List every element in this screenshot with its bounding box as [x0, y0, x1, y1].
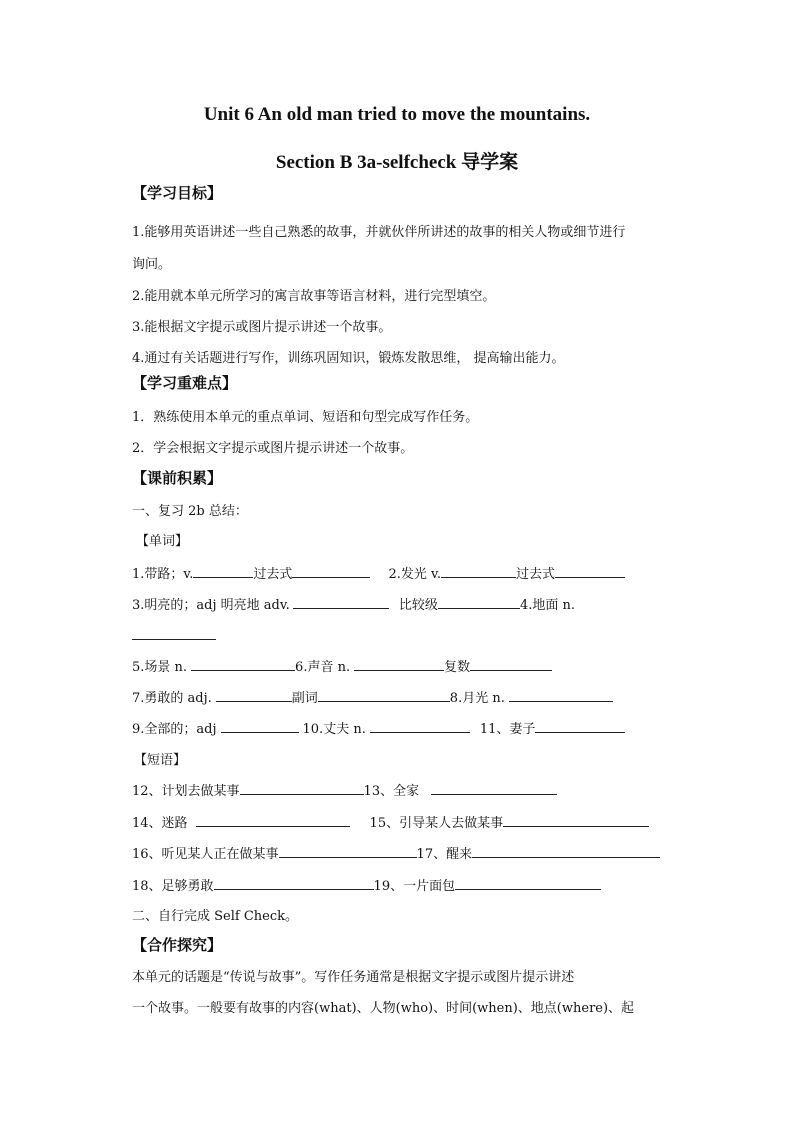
preview-intro: 一、复习 2b 总结：: [132, 504, 248, 519]
word-2-past-label: 过去式: [515, 567, 555, 582]
page-title: Unit 6 An old man tried to move the mountains.: [203, 104, 591, 125]
word-7-adv-blank[interactable]: [318, 688, 450, 702]
word-1-label: 1.带路；v.: [132, 567, 194, 582]
word-4-blank-row: [132, 626, 216, 644]
words-heading: 【单词】: [136, 534, 189, 549]
word-5-label: 5.场景 n.: [132, 660, 188, 675]
phrase-16-blank[interactable]: [279, 844, 417, 858]
selfcheck-line: 二、自行完成 Self Check。: [132, 909, 299, 924]
keypoint-1: 1．熟练使用本单元的重点单词、短语和句型完成写作任务。: [132, 410, 479, 425]
phrase-17-label: 17、醒来: [416, 847, 473, 862]
explore-text-2: 一个故事。一般要有故事的内容(what)、人物(who)、时间(when)、地点(where)、起: [132, 1001, 635, 1016]
word-3-comp-label: 比较级: [398, 598, 438, 613]
phrase-row-4: [132, 875, 601, 894]
phrase-row-3: [132, 843, 660, 862]
word-10-label: 10.丈夫 n.: [302, 722, 366, 737]
phrase-14-blank[interactable]: [196, 813, 350, 827]
word-6-label: 6.声音 n.: [295, 660, 351, 675]
goal-2: 2.能用就本单元所学习的寓言故事等语言材料，进行完型填空。: [132, 289, 496, 304]
explore-text-1: 本单元的话题是“传说与故事”。写作任务通常是根据文字提示或图片提示讲述: [132, 970, 575, 985]
phrase-15-blank[interactable]: [503, 813, 649, 827]
word-row-2: [132, 594, 575, 613]
preview-heading: 【课前积累】: [132, 469, 223, 487]
word-3-label: 3.明亮的；adj 明亮地 adv.: [132, 598, 290, 613]
word-11-blank[interactable]: [535, 719, 625, 733]
word-2-blank[interactable]: [441, 564, 516, 578]
word-2-past-blank[interactable]: [555, 564, 625, 578]
word-1-blank[interactable]: [193, 564, 253, 578]
word-row-4: [132, 687, 613, 706]
word-row-3: [132, 656, 552, 675]
phrase-17-blank[interactable]: [472, 844, 660, 858]
phrase-14-label: 14、迷路: [132, 816, 188, 831]
word-1-past-blank[interactable]: [292, 564, 370, 578]
goals-heading: 【学习目标】: [132, 184, 223, 202]
phrase-row-2: [132, 812, 649, 831]
word-3-comp-blank[interactable]: [438, 595, 520, 609]
phrase-16-label: 16、听见某人正在做某事: [132, 847, 279, 862]
keypoint-2: 2．学会根据文字提示或图片提示讲述一个故事。: [132, 441, 414, 456]
phrase-18-blank[interactable]: [214, 876, 374, 890]
phrase-13-label: 13、全家: [363, 784, 420, 799]
word-7-adv-label: 副词: [291, 691, 318, 706]
phrase-19-blank[interactable]: [455, 876, 601, 890]
word-9-label: 9.全部的；adj: [132, 722, 217, 737]
word-10-blank[interactable]: [370, 719, 470, 733]
phrases-heading: 【短语】: [134, 753, 187, 768]
word-2-label: 2.发光 v.: [388, 567, 441, 582]
word-1-past-label: 过去式: [253, 567, 293, 582]
phrase-13-blank[interactable]: [431, 781, 557, 795]
phrase-15-label: 15、引导某人去做某事: [369, 816, 504, 831]
word-8-blank[interactable]: [509, 688, 613, 702]
page-subtitle: Section B 3a-selfcheck 导学案: [275, 152, 519, 173]
word-3-blank[interactable]: [293, 595, 389, 609]
word-row-1: [132, 563, 625, 582]
phrase-18-label: 18、足够勇敢: [132, 879, 214, 894]
word-6-plural-blank[interactable]: [470, 657, 552, 671]
word-4-label: 4.地面 n.: [519, 598, 575, 613]
phrase-19-label: 19、一片面包: [373, 879, 456, 894]
goal-1: 1.能够用英语讲述一些自己熟悉的故事，并就伙伴所讲述的故事的相关人物或细节进行: [132, 225, 626, 240]
word-6-plural-label: 复数: [444, 660, 471, 675]
goal-4: 4.通过有关话题进行写作，训练巩固知识，锻炼发散思维， 提高输出能力。: [132, 351, 565, 366]
goal-1-cont: 询问。: [132, 257, 172, 272]
word-row-5: [132, 718, 625, 737]
phrase-row-1: [132, 780, 557, 799]
explore-heading: 【合作探究】: [132, 936, 223, 954]
word-6-blank[interactable]: [354, 657, 444, 671]
word-5-blank[interactable]: [191, 657, 295, 671]
word-4-blank[interactable]: [132, 626, 216, 640]
goal-3: 3.能根据文字提示或图片提示讲述一个故事。: [132, 320, 392, 335]
word-11-label: 11、妻子: [479, 722, 536, 737]
word-7-blank[interactable]: [216, 688, 292, 702]
word-9-blank[interactable]: [221, 719, 299, 733]
keypoints-heading: 【学习重难点】: [132, 374, 238, 392]
word-8-label: 8.月光 n.: [449, 691, 505, 706]
phrase-12-blank[interactable]: [240, 781, 364, 795]
phrase-12-label: 12、计划去做某事: [132, 784, 240, 799]
word-7-label: 7.勇敢的 adj.: [132, 691, 212, 706]
